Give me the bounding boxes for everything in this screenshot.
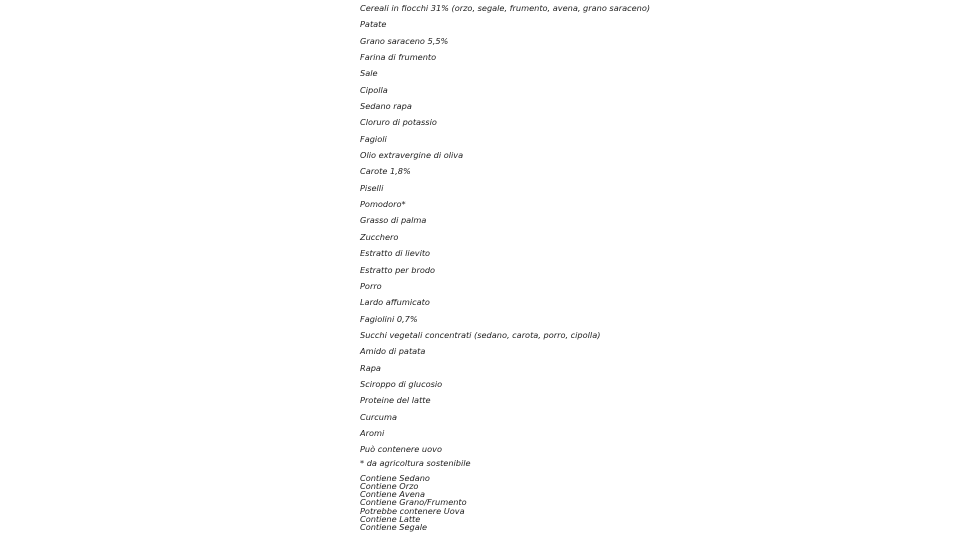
ingredient-item: Cereali in fiocchi 31% (orzo, segale, frumento, avena, grano saraceno) <box>360 3 651 13</box>
ingredient-item: Sciroppo di glucosio <box>360 378 443 389</box>
allergen-item: Potrebbe contenere Uova <box>360 505 465 516</box>
ingredient-item: Zucchero <box>360 231 399 242</box>
ingredient-item: Cloruro di potassio <box>360 117 437 128</box>
ingredient-item: Lardo affumicato <box>360 297 430 308</box>
ingredient-item: Rapa <box>360 362 381 373</box>
ingredient-item: Grano saraceno 5,5% <box>360 35 449 46</box>
ingredient-item: Estratto di lievito <box>360 248 431 259</box>
ingredient-item: Amido di patata <box>360 346 426 357</box>
ingredient-item: Piselli <box>360 182 384 193</box>
ingredient-item: Fagiolini 0,7% <box>360 313 418 324</box>
ingredient-item: Sedano rapa <box>360 101 412 112</box>
allergen-item: Contiene Grano/Frumento <box>360 497 467 508</box>
ingredient-item: Curcuma <box>360 411 397 422</box>
allergen-item: Contiene Latte <box>360 513 421 524</box>
ingredients-list <box>360 0 760 458</box>
ingredient-item: Olio extravergine di oliva <box>360 150 464 161</box>
ingredient-item: Fagioli <box>360 133 387 144</box>
ingredient-item: Sale <box>360 68 378 79</box>
ingredient-item: Porro <box>360 280 382 291</box>
allergen-item: Contiene Sedano <box>360 473 430 483</box>
sustainability-note: * da agricoltura sostenibile <box>360 458 471 468</box>
ingredient-item: Cipolla <box>360 84 388 95</box>
ingredient-item: Può contenere uovo <box>360 444 442 455</box>
ingredient-item: Proteine del latte <box>360 395 431 406</box>
ingredient-item: Patate <box>360 19 387 30</box>
ingredient-item: Farina di frumento <box>360 52 437 63</box>
allergens-list <box>360 474 467 531</box>
ingredient-item: Succhi vegetali concentrati (sedano, carota, porro, cipolla) <box>360 329 601 340</box>
allergen-item: Contiene Orzo <box>360 481 419 492</box>
ingredient-item: Pomodoro* <box>360 199 406 210</box>
allergen-item: Contiene Segale <box>360 521 428 532</box>
allergen-item: Contiene Avena <box>360 489 425 500</box>
ingredient-item: Carote 1,8% <box>360 166 411 177</box>
ingredient-item: Estratto per brodo <box>360 264 436 275</box>
ingredient-item: Grasso di palma <box>360 215 427 226</box>
ingredient-item: Aromi <box>360 427 385 438</box>
